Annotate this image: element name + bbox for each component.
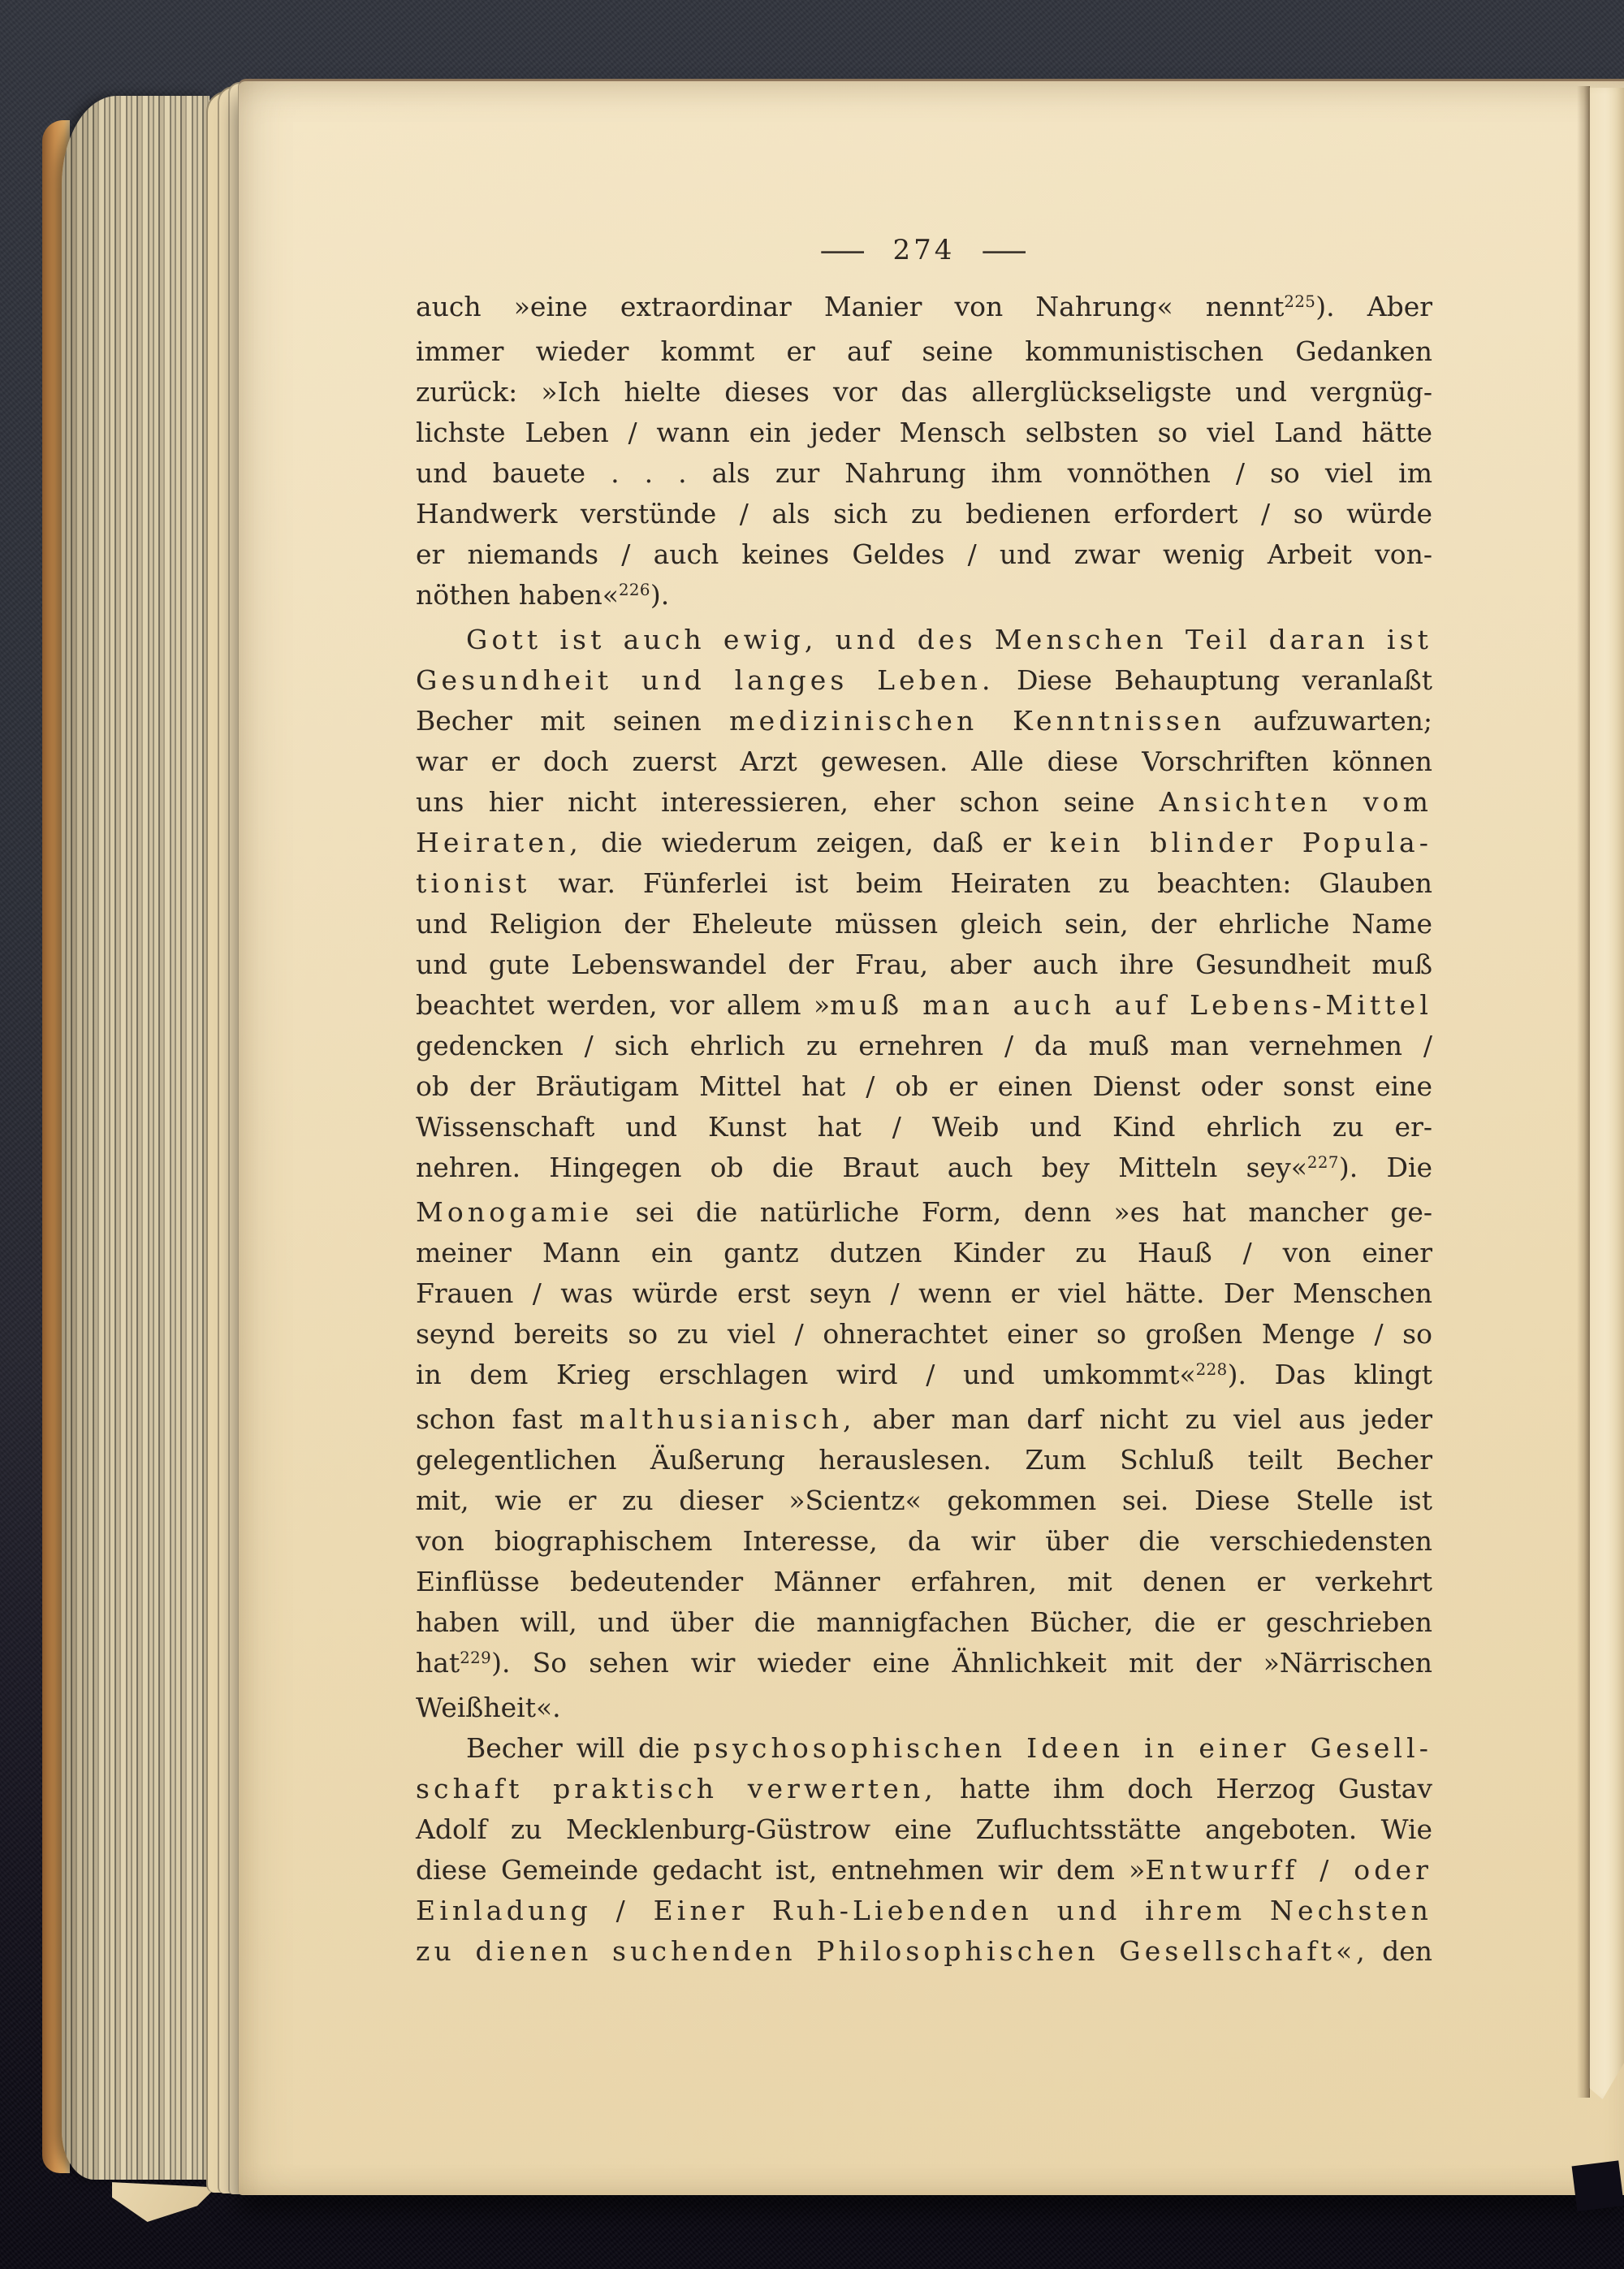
paragraph	[416, 1728, 1432, 1972]
text-segment: und bauete . . . als zur Nahrung ihm vonnöthen / so viel im	[416, 457, 1432, 489]
text-line	[416, 1026, 1432, 1066]
book-page	[238, 79, 1624, 2195]
text-segment: mit, wie er zu dieser »Scientz« gekommen sei. Diese Stelle ist	[416, 1485, 1432, 1516]
paragraph	[416, 620, 1432, 1728]
text-line	[416, 453, 1432, 494]
text-segment: uns hier nicht interessieren, eher schon seine	[416, 786, 1160, 818]
bottom-right-shadow	[1572, 2160, 1624, 2211]
text-line	[416, 863, 1432, 904]
text-segment: Einflüsse bedeutender Männer erfahren, mit denen er verkehrt	[416, 1566, 1432, 1597]
text-segment: haben will, und über die mannigfachen Bücher, die er geschrieben	[416, 1606, 1432, 1638]
text-line	[416, 1440, 1432, 1480]
text-line	[416, 534, 1432, 575]
text-segment: ob der Bräutigam Mittel hat / ob er einen Dienst oder sonst eine	[416, 1070, 1432, 1102]
text-line	[416, 782, 1432, 823]
header-right-dash: —	[981, 230, 1030, 270]
footnote-ref: 228	[1195, 1360, 1228, 1380]
text-segment: Diese Behauptung veranlaßt	[994, 664, 1432, 696]
text-line	[416, 741, 1432, 782]
text-segment: den	[1368, 1935, 1432, 1967]
page-gutter-shadow	[1577, 86, 1590, 2098]
text-segment: zurück: »Ich hielte dieses vor das allerglückseligste und vergnüg-	[416, 376, 1432, 408]
text-segment: diese Gemeinde gedacht ist, entnehmen wir dem »	[416, 1854, 1146, 1886]
text-line	[416, 660, 1432, 701]
text-segment: sei die natürliche Form, denn »es hat mancher ge-	[613, 1196, 1432, 1228]
text-line	[416, 1147, 1432, 1192]
text-segment: ). So sehen wir wieder eine Ähnlichkeit mit der »Närrischen	[491, 1647, 1432, 1679]
text-segment: medizinischen Kenntnissen	[729, 705, 1225, 737]
text-segment: hatte ihm doch Herzog Gustav	[936, 1773, 1432, 1804]
text-segment: er niemands / auch keines Geldes / und zwar wenig Arbeit von-	[416, 538, 1432, 570]
text-line	[416, 701, 1432, 741]
page-corner-flap	[112, 2180, 216, 2222]
footnote-ref: 227	[1307, 1153, 1339, 1173]
text-line	[416, 1688, 1432, 1728]
text-line	[416, 1355, 1432, 1399]
text-segment: Handwerk verstünde / als sich zu bedienen erfordert / so würde	[416, 498, 1432, 529]
text-segment: und gute Lebenswandel der Frau, aber auch ihre Gesundheit muß	[416, 949, 1432, 980]
text-line	[416, 331, 1432, 372]
text-segment: Adolf zu Mecklenburg-Güstrow eine Zufluchtsstätte angeboten. Wie	[416, 1813, 1432, 1845]
text-segment: Gott ist auch ewig, und des Menschen Teil daran ist	[466, 624, 1432, 655]
text-segment: meiner Mann ein gantz dutzen Kinder zu Hauß / von einer	[416, 1237, 1432, 1268]
text-segment: in dem Krieg erschlagen wird / und umkommt«	[416, 1359, 1196, 1390]
text-line	[416, 1602, 1432, 1643]
page-header	[416, 230, 1432, 270]
text-line	[416, 1066, 1432, 1107]
paragraph	[416, 287, 1432, 620]
text-segment: gelegentlichen Äußerung herauslesen. Zum Schluß teilt Becher	[416, 1444, 1432, 1476]
text-line	[416, 1107, 1432, 1147]
text-segment: ).	[650, 579, 670, 611]
text-line	[416, 1521, 1432, 1562]
text-segment: beachtet werden, vor allem »	[416, 989, 831, 1021]
text-segment: zu dienen suchenden Philosophischen Gesellschaft«,	[416, 1935, 1369, 1967]
text-segment: Becher will die	[466, 1732, 693, 1764]
text-segment: Ansichten vom	[1159, 786, 1432, 818]
text-segment: war er doch zuerst Arzt gewesen. Alle diese Vorschriften können	[416, 746, 1432, 777]
header-left-dash: —	[818, 230, 867, 270]
text-segment: und Religion der Eheleute müssen gleich sein, der ehrliche Name	[416, 908, 1432, 940]
text-segment: von biographischem Interesse, da wir über die verschiedensten	[416, 1525, 1432, 1557]
text-line	[416, 1643, 1432, 1688]
footnote-ref: 229	[460, 1649, 492, 1668]
footnote-ref: 226	[618, 581, 650, 600]
text-line	[416, 1891, 1432, 1931]
text-line	[416, 1931, 1432, 1972]
text-segment: nöthen haben«	[416, 579, 619, 611]
text-segment: Frauen / was würde erst seyn / wenn er viel hätte. Der Menschen	[416, 1277, 1432, 1309]
text-segment: ). Das klingt	[1227, 1359, 1433, 1390]
text-line	[416, 1562, 1432, 1602]
text-segment: war. Fünferlei ist beim Heiraten zu beachten: Glauben	[530, 867, 1432, 899]
text-segment: seynd bereits so zu viel / ohnerachtet einer so großen Menge / so	[416, 1318, 1432, 1350]
text-segment: schon fast	[416, 1403, 580, 1435]
text-segment: Heiraten,	[416, 827, 582, 858]
text-line	[416, 494, 1432, 534]
text-line	[416, 904, 1432, 944]
page-number: 274	[892, 234, 956, 266]
text-segment: aufzuwarten;	[1224, 705, 1433, 737]
text-segment: schaft praktisch verwerten,	[416, 1773, 937, 1804]
text-line	[416, 1314, 1432, 1355]
adjacent-page-sliver	[1588, 88, 1624, 2099]
page-edge-stack	[62, 96, 209, 2180]
text-line	[416, 413, 1432, 453]
text-line	[416, 287, 1432, 331]
text-segment: Entwurff / oder	[1145, 1854, 1432, 1886]
text-line	[416, 1480, 1432, 1521]
text-segment: tionist	[416, 867, 531, 899]
text-segment: hat	[416, 1647, 460, 1679]
text-line	[416, 1769, 1432, 1809]
text-segment: Weißheit«.	[416, 1692, 561, 1723]
text-line	[416, 372, 1432, 413]
text-segment: Einladung / Einer Ruh-Liebenden und ihrem Nechsten	[416, 1895, 1432, 1926]
text-segment: Monogamie	[416, 1196, 613, 1228]
text-segment: auch »eine extraordinar Manier von Nahrung« nennt	[416, 291, 1285, 322]
text-line	[416, 1809, 1432, 1850]
text-line	[416, 575, 1432, 620]
text-line	[416, 620, 1432, 660]
text-line	[416, 1273, 1432, 1314]
text-line	[416, 1728, 1432, 1769]
text-segment: gedencken / sich ehrlich zu ernehren / da muß man vernehmen /	[416, 1030, 1432, 1061]
footnote-ref: 225	[1284, 292, 1316, 312]
text-segment: Gesundheit und langes Leben.	[416, 664, 995, 696]
text-segment: Becher mit seinen	[416, 705, 730, 737]
text-line	[416, 1850, 1432, 1891]
text-line	[416, 985, 1432, 1026]
text-segment: kein blinder Popula-	[1049, 827, 1432, 858]
text-segment: psychosophischen Ideen in einer Gesell-	[693, 1732, 1433, 1764]
text-segment: malthusianisch,	[579, 1403, 856, 1435]
text-line	[416, 1233, 1432, 1273]
text-segment: immer wieder kommt er auf seine kommunistischen Gedanken	[416, 335, 1432, 367]
text-segment: Wissenschaft und Kunst hat / Weib und Kind ehrlich zu er-	[416, 1111, 1432, 1143]
text-segment: ). Die	[1338, 1152, 1432, 1183]
text-segment: aber man darf nicht zu viel aus jeder	[855, 1403, 1432, 1435]
text-segment: die wiederum zeigen, daß er	[581, 827, 1050, 858]
page-text	[416, 287, 1432, 1972]
text-segment: nehren. Hingegen ob die Braut auch bey Mitteln sey«	[416, 1152, 1307, 1183]
text-line	[416, 1399, 1432, 1440]
text-line	[416, 823, 1432, 863]
text-line	[416, 1192, 1432, 1233]
text-segment: lichste Leben / wann ein jeder Mensch selbsten so viel Land hätte	[416, 417, 1432, 448]
text-line	[416, 944, 1432, 985]
text-segment: muß man auch auf Lebens-Mittel	[830, 989, 1432, 1021]
text-segment: ). Aber	[1315, 291, 1432, 322]
